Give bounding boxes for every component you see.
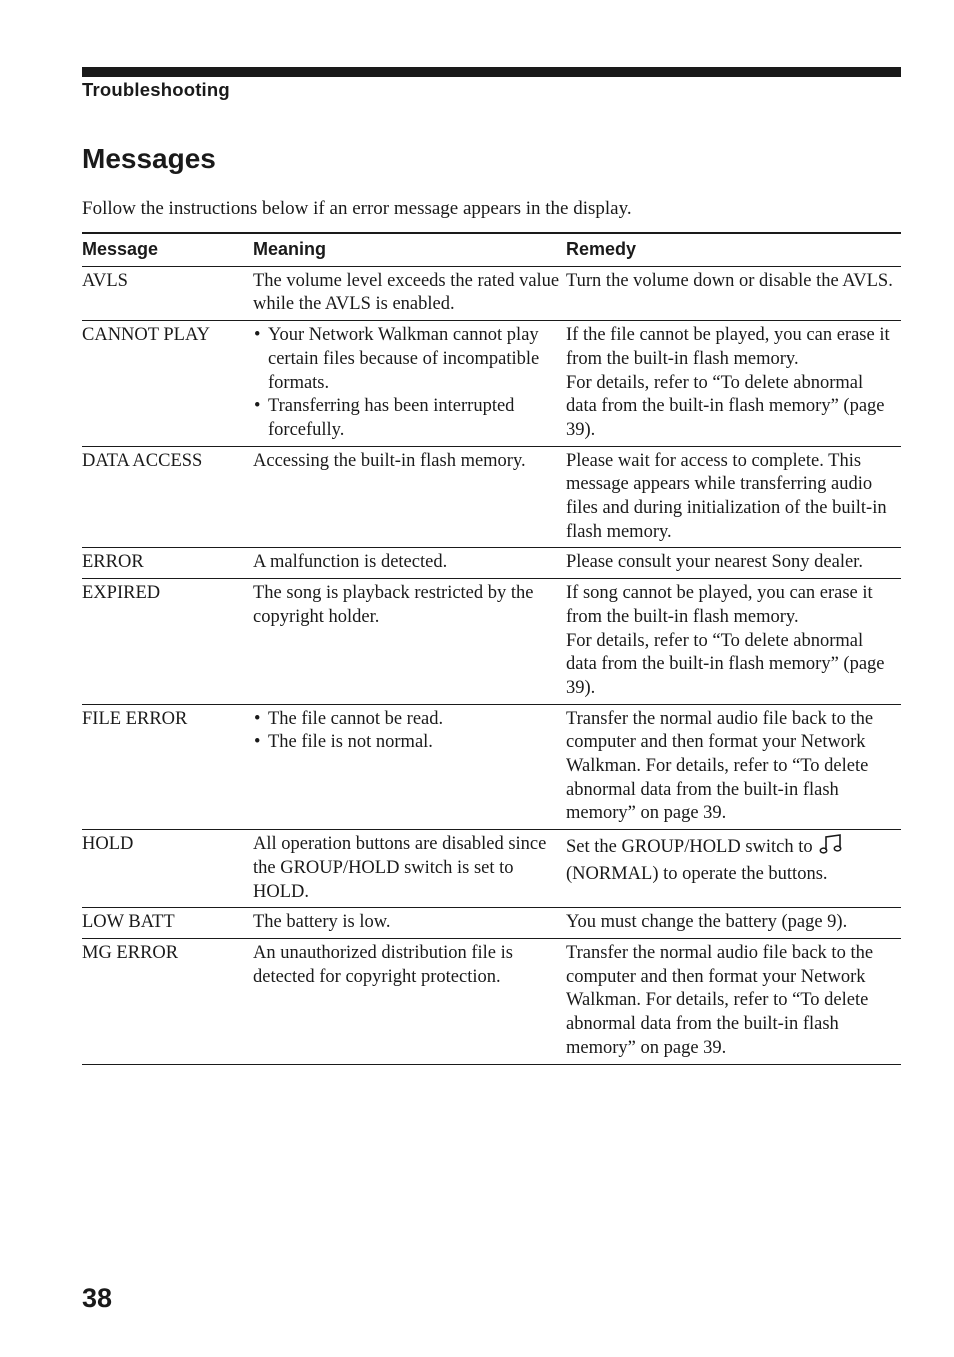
message-cell: EXPIRED — [82, 579, 253, 705]
meaning-bullet-item: • Your Network Walkman cannot play certain files because of incompatible formats. — [253, 324, 562, 395]
meaning-cell — [253, 579, 566, 705]
remedy-cell — [566, 579, 901, 705]
table-row — [82, 579, 901, 705]
header-rule — [82, 67, 901, 77]
table-row — [82, 830, 901, 908]
column-header-remedy: Remedy — [566, 233, 901, 266]
meaning-text: The song is playback restricted by the copyright holder. — [253, 583, 534, 627]
remedy-cell — [566, 830, 901, 908]
remedy-text: For details, refer to “To delete abnormal data from the built-in flash memory” (page 39). — [566, 372, 885, 440]
meaning-cell — [253, 938, 566, 1064]
meaning-cell — [253, 266, 566, 320]
remedy-cell — [566, 548, 901, 579]
remedy-text: Please consult your nearest Sony dealer. — [566, 552, 863, 573]
table-row — [82, 938, 901, 1064]
table-row — [82, 321, 901, 447]
meaning-cell — [253, 704, 566, 830]
remedy-cell — [566, 266, 901, 320]
meaning-bullet-list — [253, 324, 562, 443]
message-cell: HOLD — [82, 830, 253, 908]
meaning-text: The volume level exceeds the rated value while the AVLS is enabled. — [253, 270, 560, 315]
meaning-cell — [253, 548, 566, 579]
remedy-text: Turn the volume down or disable the AVLS. — [566, 270, 893, 291]
remedy-text: If the file cannot be played, you can erase it from the built-in flash memory. — [566, 325, 890, 369]
meaning-cell — [253, 830, 566, 908]
remedy-text: Transfer the normal audio file back to the computer and then format your Network Walkman. For details, refer to “To delete abnormal data from the built-in flash memory” on page 39. — [566, 708, 874, 824]
table-row — [82, 266, 901, 320]
remedy-text: You must change the battery (page 9). — [566, 912, 848, 933]
meaning-text: A malfunction is detected. — [253, 552, 448, 573]
meaning-text: The battery is low. — [253, 912, 391, 933]
remedy-text: Set the GROUP/HOLD switch to — [566, 837, 813, 858]
message-cell: ERROR — [82, 548, 253, 579]
column-header-message: Message — [82, 233, 253, 266]
remedy-cell — [566, 321, 901, 447]
message-cell: DATA ACCESS — [82, 446, 253, 548]
remedy-text: (NORMAL) to operate the buttons. — [566, 863, 828, 884]
page-number: 38 — [82, 1283, 113, 1313]
meaning-text: An unauthorized distribution file is detected for copyright protection. — [253, 942, 513, 987]
meaning-cell — [253, 446, 566, 548]
page-title: Messages — [82, 143, 216, 174]
meaning-text: All operation buttons are disabled since the GROUP/HOLD switch is set to HOLD. — [253, 834, 547, 902]
remedy-cell — [566, 446, 901, 548]
message-cell: MG ERROR — [82, 938, 253, 1064]
message-cell: AVLS — [82, 266, 253, 320]
meaning-bullet-list — [253, 708, 562, 755]
column-header-meaning: Meaning — [253, 233, 566, 266]
message-cell: LOW BATT — [82, 908, 253, 939]
remedy-text: Please wait for access to complete. This message appears while transferring audio files and during initialization of the built-in flash memory. — [566, 450, 887, 542]
message-cell: CANNOT PLAY — [82, 321, 253, 447]
remedy-cell — [566, 908, 901, 939]
table-body — [82, 266, 901, 1064]
remedy-text: If song cannot be played, you can erase it from the built-in flash memory. — [566, 583, 873, 627]
music-note-icon — [819, 833, 845, 863]
remedy-line — [566, 833, 897, 863]
remedy-text: Transfer the normal audio file back to the computer and then format your Network Walkman. For details, refer to “To delete abnormal data from the built-in flash memory” on page 39. — [566, 942, 874, 1058]
table-row — [82, 548, 901, 579]
meaning-cell — [253, 321, 566, 447]
meaning-text: Accessing the built-in flash memory. — [253, 450, 526, 471]
table-row — [82, 908, 901, 939]
meaning-bullet-item: • The file is not normal. — [253, 731, 562, 755]
meaning-cell — [253, 908, 566, 939]
messages-table — [82, 232, 901, 1065]
remedy-text: For details, refer to “To delete abnormal data from the built-in flash memory” (page 39). — [566, 630, 885, 698]
remedy-cell — [566, 938, 901, 1064]
intro-text: Follow the instructions below if an error message appears in the display. — [82, 198, 632, 219]
table-row — [82, 704, 901, 830]
message-cell: FILE ERROR — [82, 704, 253, 830]
section-label: Troubleshooting — [82, 79, 230, 100]
meaning-bullet-item: • The file cannot be read. — [253, 708, 562, 732]
table-row — [82, 446, 901, 548]
table-header-row — [82, 233, 901, 266]
meaning-bullet-item: • Transferring has been interrupted forcefully. — [253, 395, 562, 442]
remedy-cell — [566, 704, 901, 830]
